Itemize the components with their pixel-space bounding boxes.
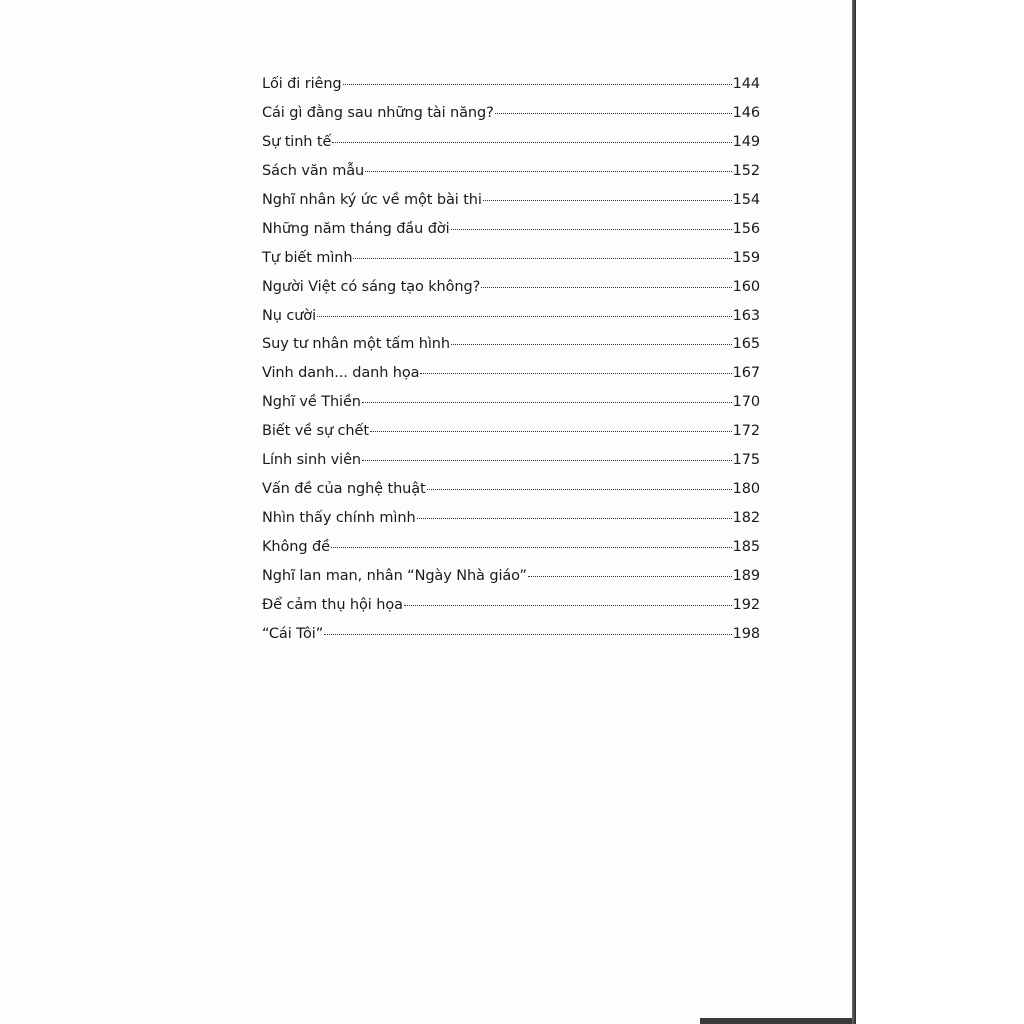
toc-entry (262, 308, 760, 337)
dot-leader (362, 402, 732, 403)
dot-leader (451, 229, 732, 230)
toc-entry (262, 134, 760, 163)
dot-leader (365, 171, 731, 172)
toc-entry-title: Để cảm thụ hội họa (262, 596, 403, 613)
toc-entry-title: Vinh danh... danh họa (262, 365, 420, 382)
toc-entry-page: 146 (732, 104, 760, 121)
toc-entry-title: “Cái Tôi” (262, 625, 324, 642)
table-of-contents (262, 76, 760, 655)
toc-entry (262, 279, 760, 308)
toc-entry (262, 568, 760, 597)
dot-leader (495, 113, 732, 114)
toc-entry-title: Những năm tháng đầu đời (262, 220, 450, 237)
dot-leader (528, 576, 732, 577)
toc-entry-title: Nhìn thấy chính mình (262, 510, 416, 527)
toc-entry-page: 160 (732, 278, 760, 295)
dot-leader (404, 605, 732, 606)
toc-entry-page: 185 (732, 539, 760, 555)
toc-entry-title: Không đề (262, 539, 330, 555)
toc-entry (262, 76, 760, 105)
toc-entry-page: 149 (732, 133, 760, 150)
toc-entry (262, 192, 760, 221)
toc-entry-page: 159 (732, 249, 760, 266)
dot-leader (483, 200, 732, 201)
dot-leader (343, 84, 732, 85)
toc-entry (262, 336, 760, 365)
toc-entry-title: Vấn đề của nghệ thuật (262, 481, 426, 498)
toc-entry-title: Suy tư nhân một tấm hình (262, 336, 450, 353)
dot-leader (420, 373, 731, 374)
toc-entry (262, 597, 760, 626)
toc-entry-page: 192 (732, 596, 760, 613)
toc-entry (262, 250, 760, 279)
dot-leader (331, 547, 732, 548)
toc-entry-title: Sự tinh tế (262, 133, 332, 150)
toc-entry-page: 172 (732, 423, 760, 440)
toc-entry (262, 452, 760, 481)
dot-leader (417, 518, 732, 519)
dot-leader (451, 344, 732, 345)
toc-entry-title: Nghĩ lan man, nhân “Ngày Nhà giáo” (262, 567, 527, 584)
toc-entry (262, 481, 760, 510)
toc-entry-page: 175 (732, 452, 760, 469)
toc-entry-title: Biết về sự chết (262, 423, 369, 440)
toc-entry-title: Lối đi riêng (262, 76, 342, 92)
toc-entry (262, 163, 760, 192)
toc-entry (262, 221, 760, 250)
toc-entry-page: 182 (732, 510, 760, 527)
dot-leader (427, 489, 732, 490)
toc-entry-page: 170 (732, 394, 760, 411)
toc-entry-page: 156 (732, 220, 760, 237)
toc-entry-title: Tự biết mình (262, 249, 353, 266)
toc-entry (262, 510, 760, 539)
toc-entry (262, 105, 760, 134)
toc-entry (262, 539, 760, 568)
background-margin (856, 0, 1024, 1024)
toc-entry-page: 163 (732, 307, 760, 324)
toc-entry (262, 423, 760, 452)
dot-leader (317, 316, 732, 317)
toc-entry-title: Nghĩ về Thiền (262, 394, 361, 411)
toc-entry-page: 165 (732, 336, 760, 353)
toc-entry-title: Sách văn mẫu (262, 162, 365, 179)
toc-entry-page: 198 (732, 625, 760, 642)
toc-entry-page: 144 (732, 76, 760, 92)
page-bottom-shadow (700, 1018, 852, 1024)
toc-entry-page: 180 (732, 481, 760, 498)
dot-leader (332, 142, 731, 143)
dot-leader (353, 258, 731, 259)
toc-entry-title: Nụ cười (262, 307, 317, 324)
toc-entry (262, 365, 760, 394)
toc-entry-page: 152 (732, 162, 760, 179)
toc-entry-page: 189 (732, 567, 760, 584)
toc-entry-title: Nghĩ nhân ký ức về một bài thi (262, 191, 482, 208)
dot-leader (324, 634, 731, 635)
toc-entry-page: 167 (732, 365, 760, 382)
toc-entry-title: Lính sinh viên (262, 452, 361, 469)
toc-entry (262, 626, 760, 655)
toc-entry-title: Người Việt có sáng tạo không? (262, 278, 481, 295)
dot-leader (481, 287, 731, 288)
toc-entry-page: 154 (732, 191, 760, 208)
dot-leader (362, 460, 732, 461)
toc-entry-title: Cái gì đằng sau những tài năng? (262, 104, 494, 121)
toc-entry (262, 394, 760, 423)
dot-leader (370, 431, 732, 432)
